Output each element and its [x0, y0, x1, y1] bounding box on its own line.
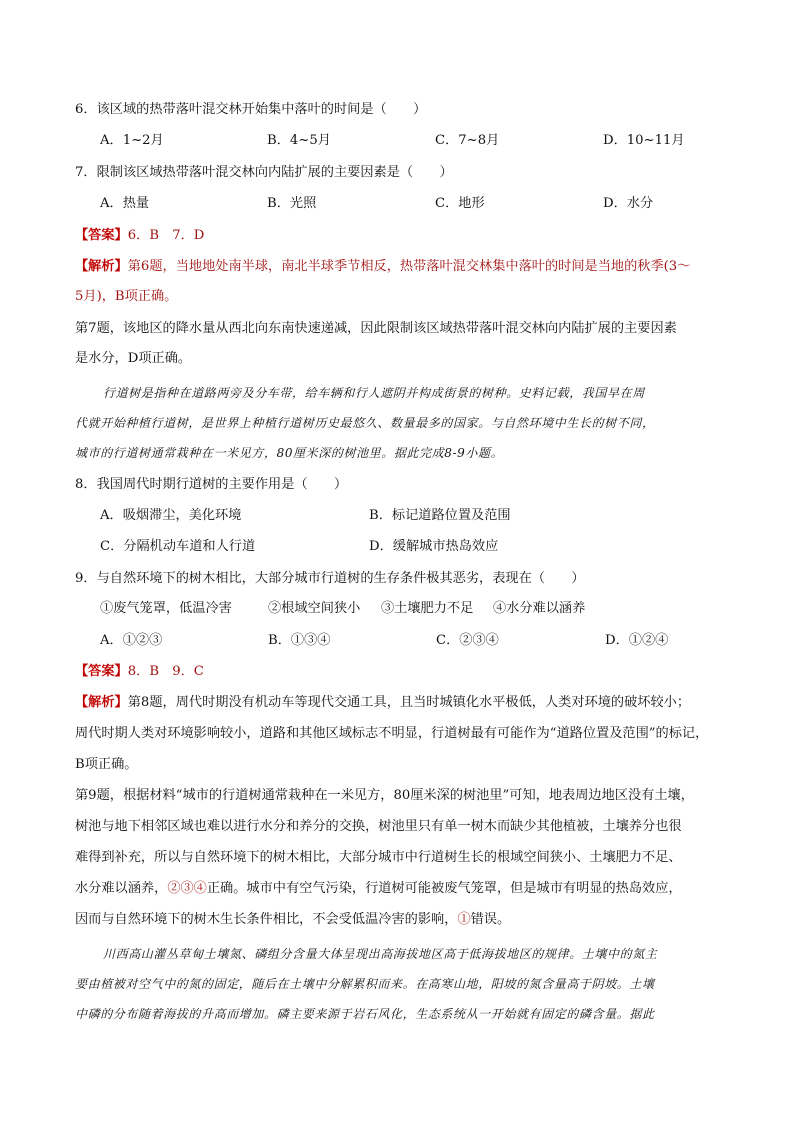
q6-option-d: D．10~11月 — [603, 133, 685, 148]
q9-item-1: ①废气笼罩，低温冷害 — [100, 601, 232, 616]
wrong-item: ① — [457, 912, 471, 927]
q8-option-a: A．吸烟滞尘，美化环境 — [100, 508, 242, 523]
passage3-line3: 中磷的分布随着海拔的升高而增加。磷主要来源于岩石风化，生态系统从一开始就有固定的磷含量。据此 — [75, 1007, 655, 1021]
q7-options — [0, 193, 794, 215]
q9-option-a: A．①②③ — [100, 633, 163, 648]
explanation-8-9-line5: 树池与地下相邻区域也难以进行水分和养分的交换，树池里只有单一树木而缺少其他植被，土壤养分也很 — [75, 819, 682, 834]
q8-option-b: B．标记道路位置及范围 — [369, 508, 511, 523]
explanation-6-7-line2: 5月)，B项正确。 — [75, 289, 178, 304]
q9-option-d: D．①②④ — [605, 633, 669, 648]
q9-options — [0, 630, 794, 652]
q9-option-b: B．①③④ — [268, 633, 331, 648]
explanation-tag: 【解析】 — [75, 695, 128, 710]
q7-option-c: C．地形 — [435, 196, 485, 211]
q8-option-d: D．缓解城市热岛效应 — [369, 539, 499, 554]
q7-option-d: D．水分 — [603, 196, 654, 211]
answer-text: 6．B 7．D — [127, 228, 205, 243]
explanation-8-9-line8: 因而与自然环境下的树木生长条件相比，不会受低温冷害的影响，①错误。 — [75, 912, 511, 927]
q7-stem: 7．限制该区域热带落叶混交林向内陆扩展的主要因素是（ ） — [75, 165, 453, 180]
q9-items — [0, 598, 794, 620]
answer-8-9 — [75, 661, 204, 683]
explanation-8-9-line2: 周代时期人类对环境影响较小，道路和其他区域标志不明显，行道树最有可能作为“道路位置及范围”的标记， — [75, 726, 709, 741]
passage3-line2: 要由植被对空气中的氮的固定，随后在土壤中分解累积而来。在高寒山地，阳坡的氮含量高于阴坡。土壤 — [75, 977, 655, 991]
passage2-line3: 城市的行道树通常栽种在一米见方，80厘米深的树池里。据此完成8-9小题。 — [75, 446, 504, 460]
q8-stem: 8．我国周代时期行道树的主要作用是（ ） — [75, 477, 348, 492]
q8-option-c: C．分隔机动车道和人行道 — [100, 539, 256, 554]
q7-option-a: A．热量 — [100, 196, 150, 211]
q6-stem: 6．该区域的热带落叶混交林开始集中落叶的时间是（ ） — [75, 102, 427, 117]
passage3-line1: 川西高山灌丛草甸土壤氮、磷组分含量大体呈现出高海拔地区高于低海拔地区的规律。土壤中的氮主 — [103, 947, 658, 961]
q9-option-c: C．②③④ — [436, 633, 499, 648]
explanation-6-7-line4: 是水分，D项正确。 — [75, 351, 192, 366]
explanation-8-9-line4: 第9题，根据材料“城市的行道树通常栽种在一米见方，80厘米深的树池里”可知，地表周边地区没有土壤， — [75, 788, 694, 803]
explanation-8-9-line1: 【解析】第8题，周代时期没有机动车等现代交通工具，且当时城镇化水平极低，人类对环境的破坏较小； — [75, 695, 691, 710]
q6-options — [0, 130, 794, 152]
q7-option-b: B．光照 — [267, 196, 317, 211]
q6-option-b: B．4~5月 — [267, 133, 331, 148]
q9-stem: 9．与自然环境下的树木相比，大部分城市行道树的生存条件极其恶劣，表现在（ ） — [75, 571, 585, 586]
q8-options-row2 — [0, 536, 794, 558]
explanation-tag: 【解析】 — [75, 259, 128, 274]
q6-option-a: A．1~2月 — [100, 133, 164, 148]
correct-items: ②③④ — [167, 881, 207, 896]
explanation-8-9-line6: 难得到补充，所以与自然环境下的树木相比，大部分城市中行道树生长的根域空间狭小、土壤肥力不足、 — [75, 850, 682, 865]
q8-options-row1 — [0, 505, 794, 527]
answer-tag: 【答案】 — [75, 228, 128, 243]
passage2-line1: 行道树是指种在道路两旁及分车带，给车辆和行人遮阴并构成街景的树种。史料记载，我国早在周 — [103, 386, 645, 400]
answer-6-7 — [75, 225, 204, 247]
explanation-8-9-line3: B项正确。 — [75, 757, 138, 772]
answer-tag: 【答案】 — [75, 664, 128, 679]
answer-text: 8．B 9．C — [127, 664, 204, 679]
q6-option-c: C．7~8月 — [435, 133, 500, 148]
q9-item-4: ④水分难以涵养 — [493, 601, 586, 616]
passage2-line2: 代就开始种植行道树，是世界上种植行道树历史最悠久、数量最多的国家。与自然环境中生长的树不同， — [75, 416, 655, 430]
explanation-8-9-line7: 水分难以涵养，②③④正确。城市中有空气污染，行道树可能被废气笼罩，但是城市有明显的热岛效应， — [75, 881, 682, 896]
explanation-6-7-line3: 第7题，该地区的降水量从西北向东南快速递减，因此限制该区域热带落叶混交林向内陆扩展的主要因素 — [75, 321, 677, 336]
q9-item-2: ②根域空间狭小 — [268, 601, 361, 616]
q9-item-3: ③土壤肥力不足 — [381, 601, 474, 616]
explanation-6-7-line1: 【解析】第6题，当地地处南半球，南北半球季节相反，热带落叶混交林集中落叶的时间是当地的秋季(3～ — [75, 259, 691, 274]
